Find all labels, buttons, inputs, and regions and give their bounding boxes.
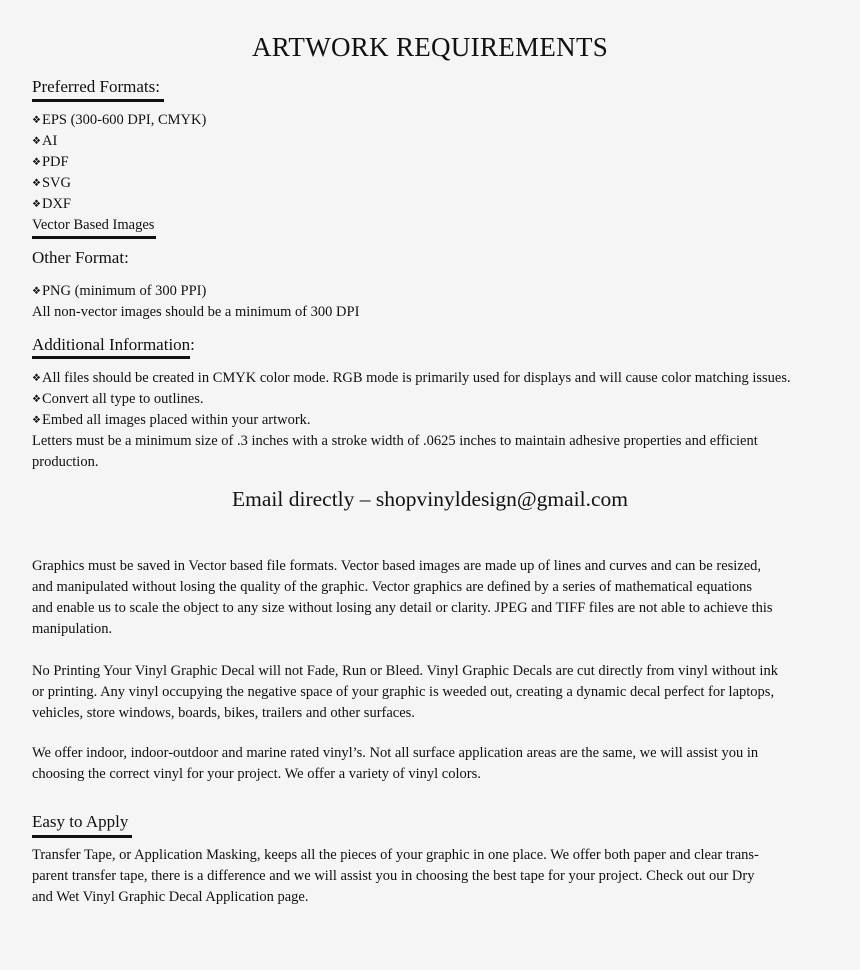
paragraph-line: Transfer Tape, or Application Masking, keeps all the pieces of your graphic in one place. We offer both paper and clear trans- [32,847,759,863]
vector-based-underline [32,236,156,239]
vinyl-types-paragraph [32,743,832,785]
paragraph-line: We offer indoor, indoor-outdoor and marine rated vinyl’s. Not all surface application areas are the same, we will assist you in [32,745,759,761]
additional-information-heading: Additional Information: [32,335,195,354]
paragraph-line: manipulation. [32,621,113,637]
list-item: ❖Convert all type to outlines. [32,391,204,407]
bullet-icon: ❖ [32,199,41,210]
list-item: ❖PDF [32,154,69,170]
list-item: ❖EPS (300-600 DPI, CMYK) [32,112,207,128]
other-format-note: All non-vector images should be a minimum of 300 DPI [32,304,360,320]
paragraph-line: or printing. Any vinyl occupying the negative space of your graphic is weeded out, creating a dynamic decal perfect for laptops, [32,684,775,700]
list-item: ❖PNG (minimum of 300 PPI) [32,283,207,299]
page-title: ARTWORK REQUIREMENTS [251,32,609,62]
paragraph-line: Graphics must be saved in Vector based file formats. Vector based images are made up of lines and curves and can be resized, [32,558,762,574]
other-format-heading: Other Format: [32,248,129,267]
easy-to-apply-underline [32,835,132,838]
paragraph-line: and Wet Vinyl Graphic Decal Application page. [32,889,309,905]
email-contact[interactable]: Email directly – shopvinyldesign@gmail.com [232,487,628,511]
paragraph-line: and enable us to scale the object to any size without losing any detail or clarity. JPEG and TIFF files are not able to achieve this [32,600,773,616]
paragraph-line: No Printing Your Vinyl Graphic Decal will not Fade, Run or Bleed. Vinyl Graphic Decals are cut directly from vinyl without ink [32,663,778,679]
letter-size-note-line: production. [32,454,99,470]
list-item: ❖AI [32,133,58,149]
vector-based-note: Vector Based Images [32,217,155,233]
no-printing-paragraph [32,661,832,724]
easy-to-apply-paragraph [32,845,832,908]
easy-to-apply-heading: Easy to Apply [32,812,129,831]
bullet-icon: ❖ [32,286,41,297]
list-item: ❖DXF [32,196,71,212]
letter-size-note-line: Letters must be a minimum size of .3 inches with a stroke width of .0625 inches to maintain adhesive properties and efficient [32,433,758,449]
bullet-icon: ❖ [32,115,41,126]
bullet-icon: ❖ [32,373,41,384]
preferred-formats-underline [32,99,164,102]
paragraph-line: choosing the correct vinyl for your project. We offer a variety of vinyl colors. [32,766,481,782]
list-item: ❖SVG [32,175,71,191]
additional-information-underline [32,356,190,359]
list-item: ❖Embed all images placed within your artwork. [32,412,311,428]
list-item: ❖All files should be created in CMYK color mode. RGB mode is primarily used for displays and will cause color matching issues. [32,370,791,386]
paragraph-line: and manipulated without losing the quality of the graphic. Vector graphics are defined by a series of mathematical equations [32,579,753,595]
bullet-icon: ❖ [32,157,41,168]
bullet-icon: ❖ [32,394,41,405]
preferred-formats-heading: Preferred Formats: [32,77,160,96]
bullet-icon: ❖ [32,178,41,189]
paragraph-line: parent transfer tape, there is a difference and we will assist you in choosing the best tape for your project. Check out our Dry [32,868,755,884]
bullet-icon: ❖ [32,415,41,426]
vector-formats-paragraph [32,556,832,640]
paragraph-line: vehicles, store windows, boards, bikes, trailers and other surfaces. [32,705,415,721]
bullet-icon: ❖ [32,136,41,147]
